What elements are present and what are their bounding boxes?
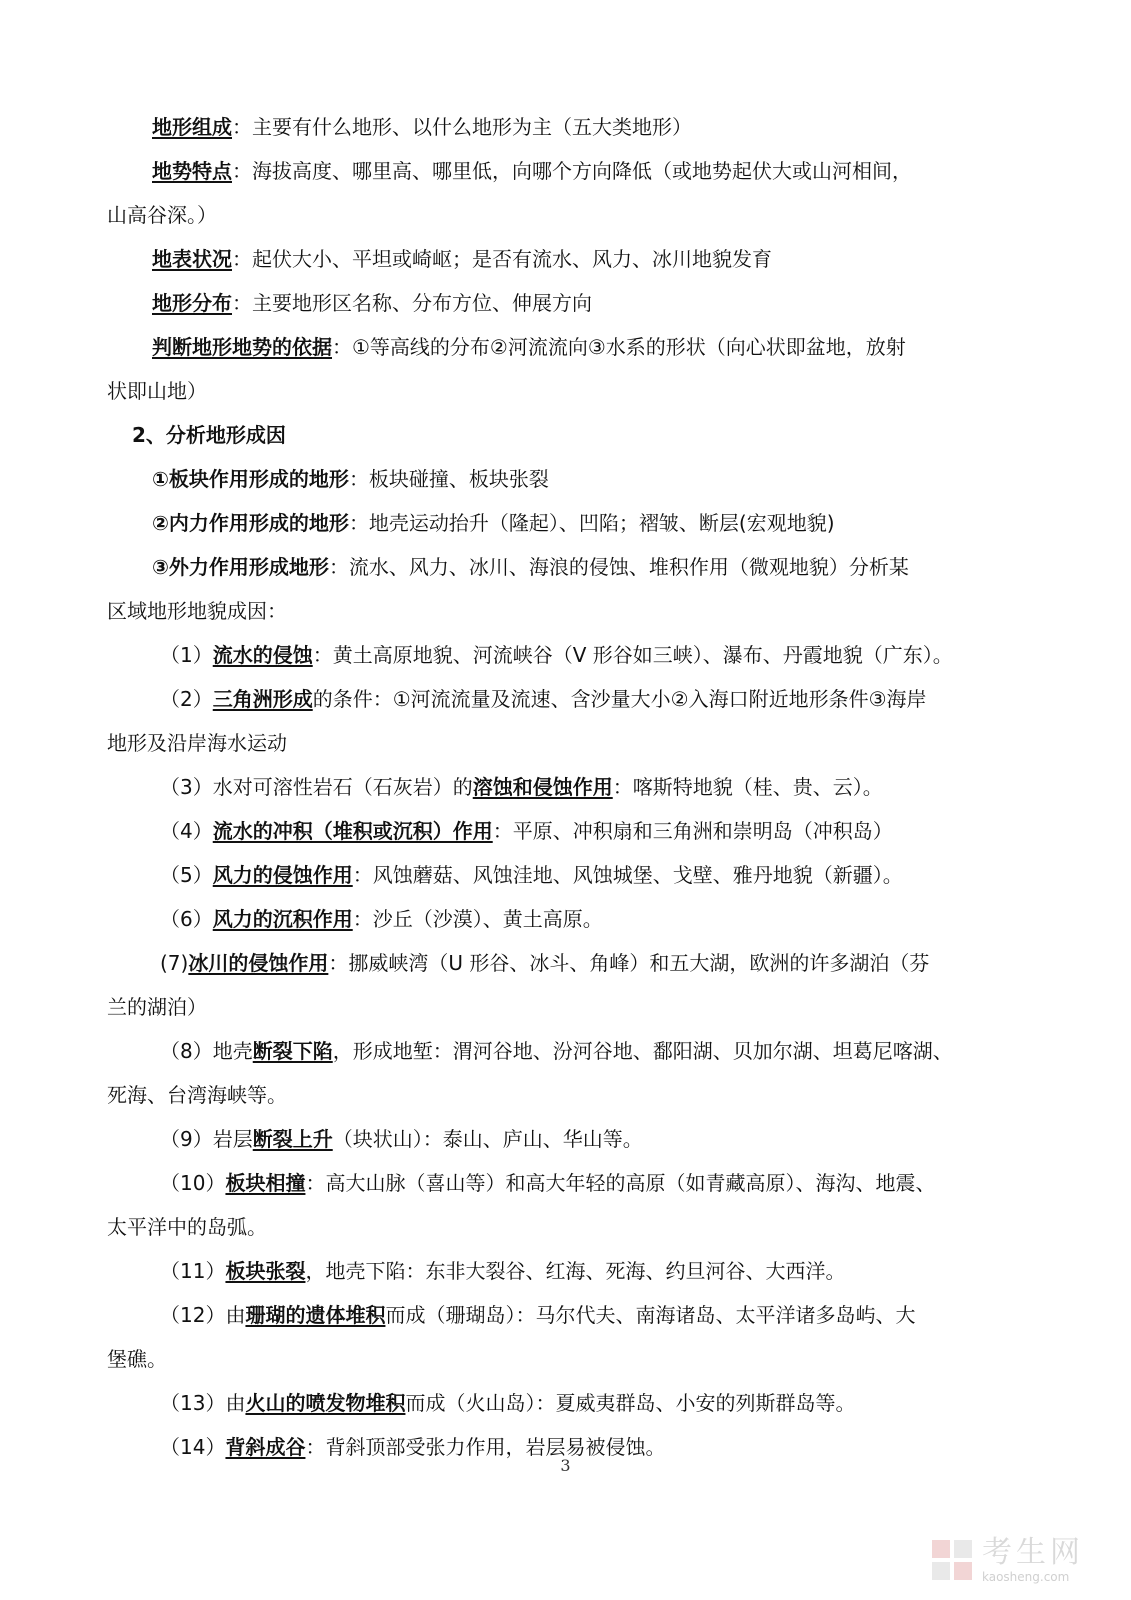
body-text: （12）由 — [160, 1303, 246, 1327]
body-text: （8）地壳 — [160, 1039, 253, 1063]
body-text: ：黄土高原地貌、河流峡谷（V 形谷如三峡）、瀑布、丹霞地貌（广东）。 — [312, 643, 953, 667]
body-text: （块状山）：泰山、庐山、华山等。 — [332, 1127, 643, 1151]
body-text: (7) — [160, 951, 189, 975]
text-line — [0, 817, 1131, 845]
body-text: ：流水、风力、冰川、海浪的侵蚀、堆积作用（微观地貌）分析某 — [328, 555, 909, 579]
text-line — [0, 421, 1131, 449]
emphasis-text: 火山的喷发物堆积 — [245, 1391, 406, 1415]
body-text: （1） — [160, 643, 213, 667]
body-text: （10） — [160, 1171, 226, 1195]
emphasis-text: 风力的侵蚀作用 — [212, 863, 353, 887]
body-text: ：①等高线的分布②河流流向③水系的形状（向心状即盆地，放射 — [332, 335, 906, 359]
text-line — [0, 465, 1131, 493]
body-text: 山高谷深。） — [107, 203, 217, 227]
body-text: （3）水对可溶性岩石（石灰岩）的 — [160, 775, 473, 799]
body-text: 而成（珊瑚岛）：马尔代夫、南海诸岛、太平洋诸多岛屿、大 — [385, 1303, 916, 1327]
body-text: ：背斜顶部受张力作用，岩层易被侵蚀。 — [305, 1435, 666, 1459]
text-line — [0, 993, 1131, 1021]
emphasis-text: 断裂上升 — [252, 1127, 333, 1151]
text-line — [0, 1213, 1131, 1241]
emphasis-text: 地表状况 — [152, 247, 232, 271]
text-line — [0, 1389, 1131, 1417]
text-line — [0, 1081, 1131, 1109]
body-text: （4） — [160, 819, 213, 843]
body-text: （14） — [160, 1435, 226, 1459]
body-text: ：平原、冲积扇和三角洲和崇明岛（冲积岛） — [492, 819, 893, 843]
text-line — [0, 685, 1131, 713]
body-text: ：主要地形区名称、分布方位、伸展方向 — [232, 291, 592, 315]
body-text: （2） — [160, 687, 213, 711]
text-line — [0, 553, 1131, 581]
emphasis-text: 溶蚀和侵蚀作用 — [472, 775, 613, 799]
text-line — [0, 289, 1131, 317]
text-line — [0, 333, 1131, 361]
text-line — [0, 597, 1131, 625]
text-line — [0, 905, 1131, 933]
body-text: ：地壳运动抬升（隆起）、凹陷；褶皱、断层(宏观地貌) — [348, 511, 835, 535]
body-text: ：起伏大小、平坦或崎岖；是否有流水、风力、冰川地貌发育 — [232, 247, 772, 271]
body-text: （11） — [160, 1259, 226, 1283]
emphasis-text: 地势特点 — [152, 159, 232, 183]
body-text: 而成（火山岛）：夏威夷群岛、小安的列斯群岛等。 — [405, 1391, 856, 1415]
body-text: （6） — [160, 907, 213, 931]
body-text: ，地壳下陷：东非大裂谷、红海、死海、约旦河谷、大西洋。 — [305, 1259, 846, 1283]
text-line — [0, 1301, 1131, 1329]
kaosheng-logo-icon — [930, 1538, 974, 1582]
emphasis-text: 背斜成谷 — [225, 1435, 306, 1459]
body-text: （9）岩层 — [160, 1127, 253, 1151]
emphasis-text: 板块相撞 — [225, 1171, 306, 1195]
body-text: ，形成地堑：渭河谷地、汾河谷地、鄱阳湖、贝加尔湖、坦葛尼喀湖、 — [332, 1039, 953, 1063]
body-text: （13）由 — [160, 1391, 246, 1415]
body-text: 地形及沿岸海水运动 — [107, 731, 287, 755]
text-line — [0, 1037, 1131, 1065]
body-text: 太平洋中的岛弧。 — [107, 1215, 267, 1239]
watermark — [930, 1528, 1120, 1592]
body-text: 死海、台湾海峡等。 — [107, 1083, 287, 1107]
body-text: ：喀斯特地貌（桂、贵、云）。 — [612, 775, 883, 799]
emphasis-text: 流水的冲积（堆积或沉积）作用 — [212, 819, 493, 843]
body-text: ：风蚀蘑菇、风蚀洼地、风蚀城堡、戈壁、雅丹地貌（新疆）。 — [352, 863, 903, 887]
emphasis-text: 2、分析地形成因 — [132, 423, 286, 447]
text-line — [0, 113, 1131, 141]
text-line — [0, 1125, 1131, 1153]
emphasis-text: ②内力作用形成的地形 — [152, 511, 349, 535]
text-line — [0, 377, 1131, 405]
emphasis-text: 三角洲形成 — [212, 687, 313, 711]
emphasis-text: ①板块作用形成的地形 — [152, 467, 349, 491]
emphasis-text: 地形组成 — [152, 115, 232, 139]
emphasis-text: 风力的沉积作用 — [212, 907, 353, 931]
body-text: 状即山地） — [107, 379, 207, 403]
body-text: 的条件：①河流流量及流速、含沙量大小②入海口附近地形条件③海岸 — [312, 687, 927, 711]
text-line — [0, 773, 1131, 801]
text-line — [0, 949, 1131, 977]
text-line — [0, 729, 1131, 757]
text-line — [0, 861, 1131, 889]
emphasis-text: 流水的侵蚀 — [212, 643, 313, 667]
text-line — [0, 1257, 1131, 1285]
emphasis-text: ③外力作用形成地形 — [152, 555, 329, 579]
text-line — [0, 509, 1131, 537]
page-number: 3 — [560, 1456, 571, 1475]
text-line — [0, 1433, 1131, 1461]
emphasis-text: 板块张裂 — [225, 1259, 306, 1283]
text-line — [0, 1169, 1131, 1197]
text-line — [0, 245, 1131, 273]
body-text: ：挪威峡湾（U 形谷、冰斗、角峰）和五大湖，欧洲的许多湖泊（芬 — [328, 951, 930, 975]
body-text: 堡礁。 — [107, 1347, 167, 1371]
watermark-cn: 考生网 — [982, 1535, 1084, 1570]
emphasis-text: 冰川的侵蚀作用 — [188, 951, 329, 975]
text-line — [0, 641, 1131, 669]
text-line — [0, 157, 1131, 185]
body-text: ：海拔高度、哪里高、哪里低，向哪个方向降低（或地势起伏大或山河相间， — [232, 159, 912, 183]
emphasis-text: 判断地形地势的依据 — [152, 335, 332, 359]
text-line — [0, 1345, 1131, 1373]
emphasis-text: 断裂下陷 — [252, 1039, 333, 1063]
body-text: 兰的湖泊） — [107, 995, 207, 1019]
body-text: 区域地形地貌成因： — [107, 599, 287, 623]
body-text: （5） — [160, 863, 213, 887]
emphasis-text: 珊瑚的遗体堆积 — [245, 1303, 386, 1327]
body-text: ：主要有什么地形、以什么地形为主（五大类地形） — [232, 115, 692, 139]
text-line — [0, 201, 1131, 229]
emphasis-text: 地形分布 — [152, 291, 232, 315]
body-text: ：板块碰撞、板块张裂 — [348, 467, 549, 491]
body-text: ：沙丘（沙漠）、黄土高原。 — [352, 907, 603, 931]
watermark-en: kaosheng.com — [982, 1570, 1070, 1584]
body-text: ：高大山脉（喜山等）和高大年轻的高原（如青藏高原）、海沟、地震、 — [305, 1171, 936, 1195]
